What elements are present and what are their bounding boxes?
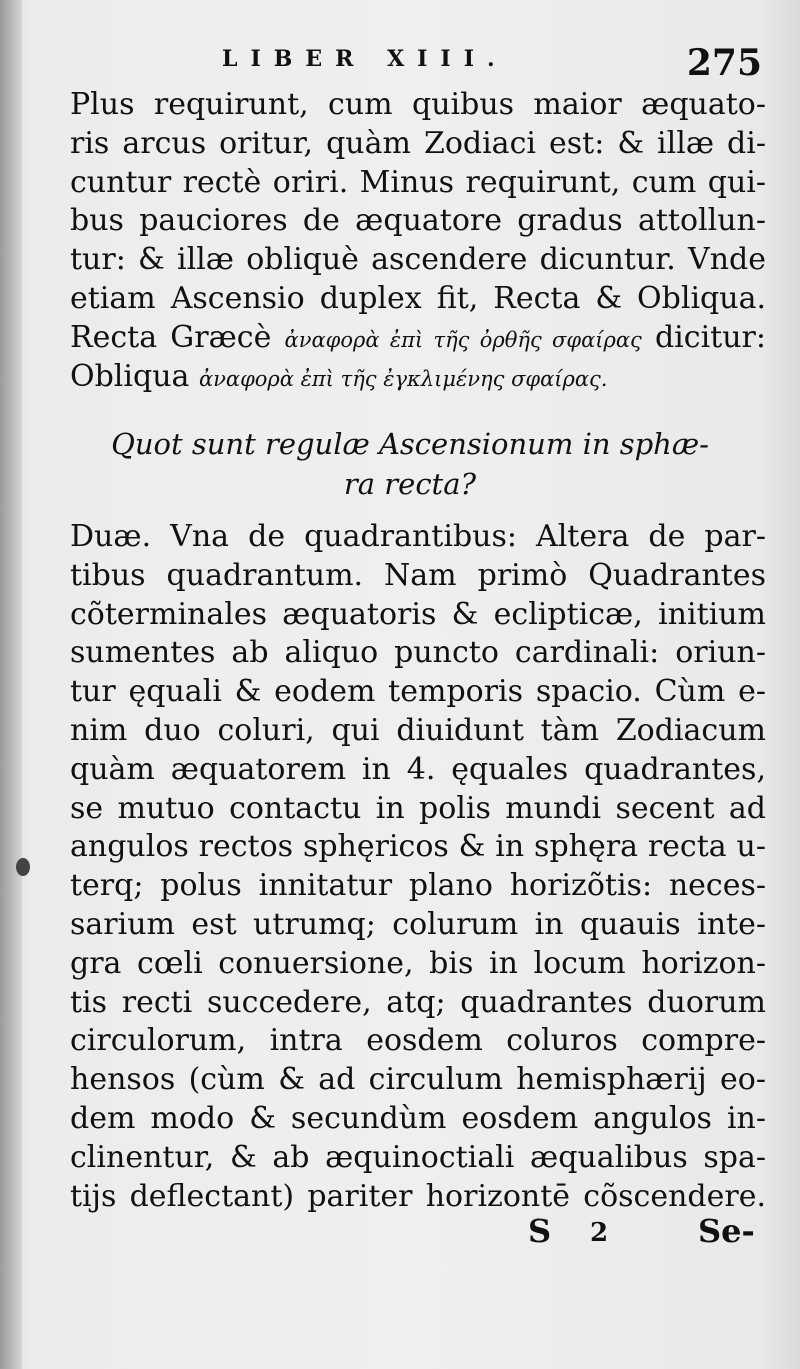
text-line: nim duo coluri, qui diuidunt tàm Zodiacum (70, 712, 766, 748)
text-line: se mutuo contactu in polis mundi secent ad (70, 790, 766, 826)
text-line: gra cœli conuersione, bis in locum horizon- (70, 945, 766, 981)
section-heading (60, 424, 760, 504)
text-segment: dicitur: (641, 319, 766, 355)
paragraph-1 (70, 86, 766, 396)
text-line: sarium est utrumq; colurum in quauis inte- (70, 906, 766, 942)
text-line: circulorum, intra eosdem coluros compre- (70, 1023, 766, 1059)
greek-phrase: ἀναφορὰ ἐπὶ τῆς ἐγκλιμένης σφαίρας. (198, 366, 608, 391)
text-line: tur: & illæ obliquè ascendere dicuntur. Vnde (70, 242, 766, 278)
greek-phrase: ἀναφορὰ ἐπὶ τῆς ὀρθῆς σφαίρας (284, 327, 642, 352)
signature-mark: S (528, 1212, 552, 1250)
text-line: dem modo & secundùm eosdem angulos in- (70, 1100, 766, 1136)
heading-line: Quot sunt regulæ Ascensionum in sphæ- (111, 427, 709, 461)
text-line: cuntur rectè oriri. Minus requirunt, cum qui- (70, 164, 766, 200)
text-line: bus pauciores de æquatore gradus attollun- (70, 203, 766, 239)
text-line-greek (70, 319, 766, 358)
heading-line: ra recta? (343, 467, 477, 501)
ink-spot (16, 858, 30, 876)
text-line: Duæ. Vna de quadrantibus: Altera de par- (70, 519, 766, 554)
text-line: tis recti succedere, atq; quadrantes duorum (70, 984, 766, 1020)
text-line: angulos rectos sphęricos & in sphęra recta u- (70, 829, 766, 865)
text-line: tur ęquali & eodem temporis spacio. Cùm e- (70, 674, 766, 710)
text-line: Plus requirunt, cum quibus maior æquato- (70, 87, 766, 122)
text-line: terq; polus innitatur plano horizõtis: neces- (70, 868, 766, 904)
signature-number: 2 (590, 1218, 609, 1248)
text-line: tijs deflectant) pariter horizontē cõscendere. (70, 1178, 766, 1214)
page-gutter-shadow (0, 0, 22, 1369)
text-line: cõterminales æquatoris & eclipticæ, initium (70, 596, 766, 632)
text-segment: Obliqua (70, 358, 199, 394)
page-number: 275 (686, 42, 762, 84)
text-line: tibus quadrantum. Nam primò Quadrantes (70, 557, 766, 593)
text-line: ris arcus oritur, quàm Zodiaci est: & illæ di- (70, 125, 766, 161)
text-line: clinentur, & ab æquinoctiali æqualibus spa- (70, 1139, 766, 1175)
paragraph-2 (70, 518, 766, 1216)
text-segment: Recta Græcè (70, 319, 285, 355)
text-line-greek (70, 358, 766, 397)
page-header (222, 42, 762, 92)
text-line: quàm æquatorem in 4. ęquales quadrantes, (70, 751, 766, 787)
running-title: LIBER XIII. (222, 46, 508, 72)
catchword: Se- (698, 1212, 755, 1250)
text-line: sumentes ab aliquo puncto cardinali: oriun- (70, 635, 766, 671)
page-footer (520, 1212, 770, 1256)
text-line: hensos (cùm & ad circulum hemisphærij eo- (70, 1062, 766, 1098)
text-line: etiam Ascensio duplex fit, Recta & Obliqua. (70, 280, 766, 316)
